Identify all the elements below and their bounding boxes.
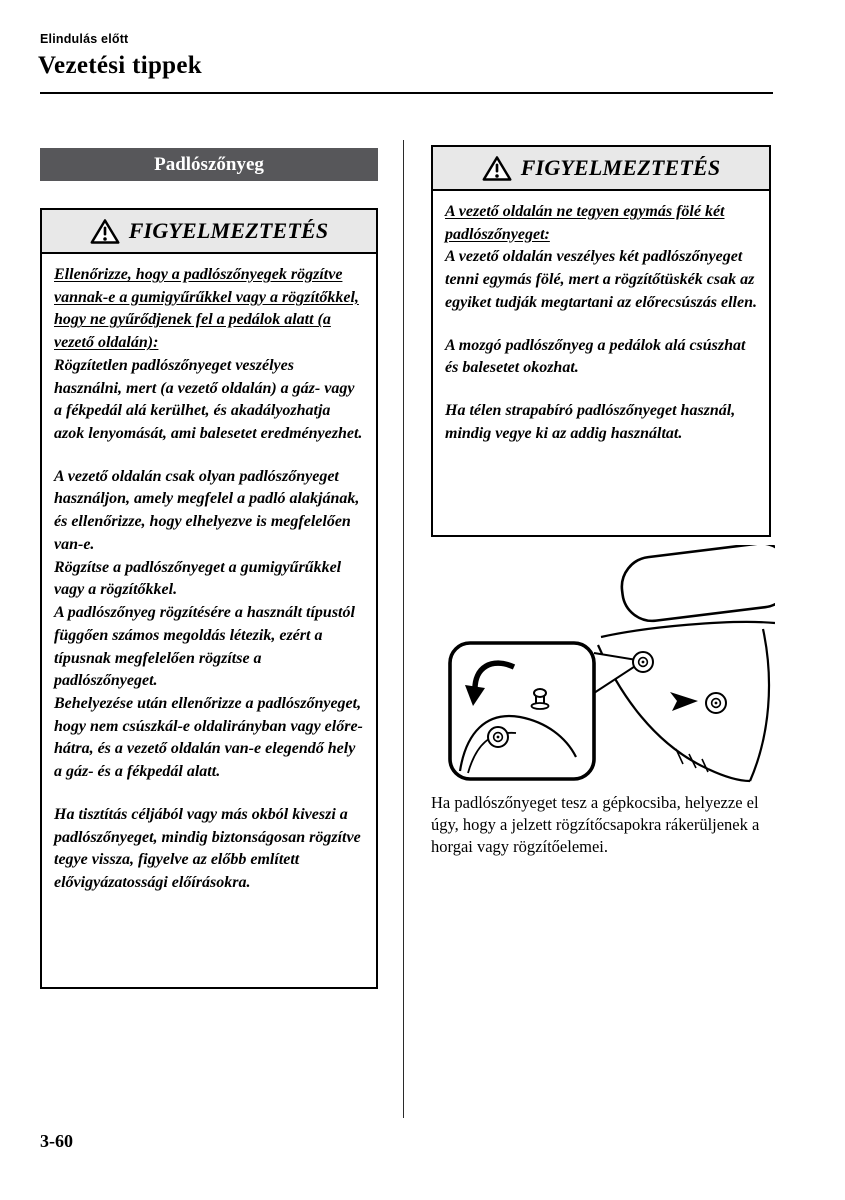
- warning-body: [42, 254, 376, 903]
- warning-lead: A vezető oldalán ne tegyen egymás fölé két padlószőnyeget:: [445, 203, 725, 243]
- warning-paragraph: A padlószőnyeg rögzítésére a használt típustól függően számos megoldás létezik, ezért a típusnak megfelelően rögzítse a padlószőnyeget.: [54, 604, 355, 690]
- breadcrumb: Elindulás előtt: [40, 32, 129, 46]
- section-title: Padlószőnyeg: [154, 153, 264, 175]
- grommet-icon: [633, 652, 653, 672]
- warning-paragraph: Ha télen strapabíró padlószőnyeget használ, mindig vegye ki az addig használtat.: [445, 402, 736, 442]
- warning-body: [433, 191, 769, 453]
- warning-paragraph: Behelyezése után ellenőrizze a padlószőnyeget, hogy nem csúszkál-e oldalirányban vagy előre-hátra, és a vezető oldalán van-e elegendő hely a gáz- és a fékpedál alatt.: [54, 694, 363, 781]
- warning-paragraph: A vezető oldalán veszélyes két padlószőnyeget tenni egymás fölé, mert a rögzítőtüskék csak az egyiket tudják megtartani az előrecsúszás ellen.: [445, 248, 757, 311]
- warning-label: FIGYELMEZTETÉS: [128, 218, 329, 243]
- warning-paragraph: A vezető oldalán csak olyan padlószőnyeget használjon, amely megfelel a padló alakjának, és ellenőrizze, hogy elhelyezve is megfelelően van-e.: [54, 467, 360, 553]
- grommet-icon: [706, 693, 726, 713]
- seat-cushion: [618, 545, 775, 624]
- floor-mat-illustration: [430, 545, 775, 793]
- inset-detail: [450, 643, 594, 779]
- warning-paragraph: Rögzítetlen padlószőnyeget veszélyes használni, mert (a vezető oldalán) a gáz- vagy a fékpedál alá kerülhet, és akadályozhatja azok lenyomását, ami balesetet eredményezhet.: [54, 356, 363, 443]
- warning-box-left: [40, 208, 378, 989]
- warning-lead: Ellenőrizze, hogy a padlószőnyegek rögzítve vannak-e a gumigyűrűkkel vagy a rögzítőkkel, hogy ne gyűrődjenek fel a pedálok alatt (a vezető oldalán):: [54, 266, 359, 352]
- page-title: Vezetési tippek: [38, 52, 202, 79]
- warning-header: [42, 210, 376, 254]
- warning-paragraph: A mozgó padlószőnyeg a pedálok alá csúszhat és balesetet okozhat.: [445, 336, 746, 377]
- warning-paragraph: Ha tisztítás céljából vagy más okból kiveszi a padlószőnyeget, mindig biztonságosan rögzítve tegye vissza, figyelve az előbb említett elővigyázatossági előírásokra.: [54, 805, 361, 891]
- page-number: 3-60: [40, 1131, 73, 1151]
- grommet-icon: [488, 727, 508, 747]
- illustration-caption: Ha padlószőnyeget tesz a gépkocsiba, helyezze el úgy, hogy a jelzett rögzítőcsapokra rákerüljenek a horgai vagy rögzítőelemei.: [431, 793, 760, 856]
- direction-arrow-icon: [670, 692, 698, 711]
- title-rule: [40, 92, 773, 94]
- warning-paragraph: Rögzítse a padlószőnyeget a gumigyűrűkkel vagy a rögzítőkkel.: [54, 558, 342, 599]
- warning-icon: [90, 218, 120, 245]
- warning-box-right: [431, 145, 771, 537]
- warning-label: FIGYELMEZTETÉS: [520, 155, 721, 180]
- section-title-bar: [40, 148, 378, 181]
- warning-header: [433, 147, 769, 191]
- warning-icon: [482, 155, 512, 182]
- column-divider: [403, 140, 404, 1118]
